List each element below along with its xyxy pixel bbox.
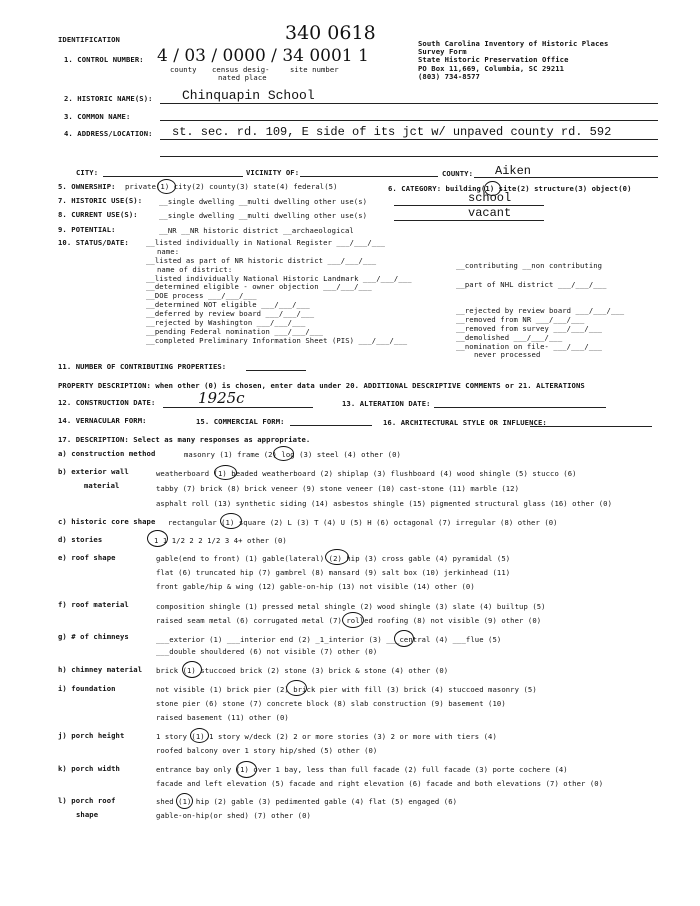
historic-use-label: 7. HISTORIC USE(S):: [58, 196, 143, 205]
row-options: rectangular (1) square (2) L (3) T (4) U (5) H (6) octagonal (7) irregular (8) other (0): [168, 518, 558, 527]
circle-mark: [182, 661, 202, 678]
circle-mark: [286, 680, 307, 696]
circle-mark: [220, 513, 242, 529]
historic-name-value: Chinquapin School: [182, 88, 315, 103]
potential-options: __NR __NR historic district __archaeological: [159, 226, 354, 235]
row-label: l) porch roof: [58, 796, 116, 805]
status-item: __demolished ___/___/___: [456, 332, 563, 342]
county-rule: [474, 177, 658, 178]
county-value: Aiken: [495, 164, 532, 178]
row-options: weatherboard (1) beaded weatherboard (2) shiplap (3) flushboard (4) wood shingle (5) stucco (6): [156, 469, 577, 478]
vernacular-form-label: 14. VERNACULAR FORM:: [58, 416, 147, 425]
current-use-label: 8. CURRENT USE(S):: [58, 210, 138, 219]
row-options: raised seam metal (6) corrugated metal (7) rolled roofing (8) not visible (9) other (0): [156, 616, 542, 625]
row-label: f) roof material: [58, 600, 129, 609]
row-options: brick (1) stuccoed brick (2) stone (3) brick & stone (4) other (0): [156, 666, 449, 675]
control-sub-census: census desig-: [212, 65, 270, 74]
circle-mark: [342, 612, 364, 628]
circle-mark: [214, 465, 237, 480]
architectural-style-label: 16. ARCHITECTURAL STYLE OR INFLUENCE:: [383, 418, 547, 427]
row-label: i) foundation: [58, 684, 116, 693]
row-options: tabby (7) brick (8) brick veneer (9) stone veneer (10) cast-stone (11) marble (12): [156, 484, 520, 493]
address-label: 4. ADDRESS/LOCATION:: [64, 129, 153, 138]
ownership-label: 5. OWNERSHIP:: [58, 182, 116, 191]
agency-line: (803) 734-8577: [418, 71, 480, 81]
row-options: ___exterior (1) ___interior end (2) _1_interior (3) ___central (4) ___flue (5): [156, 635, 502, 644]
row-options: entrance bay only (1) over 1 bay, less than full facade (2) full facade (3) porte cochere (4): [156, 765, 568, 774]
row-options: front gable/hip & wing (12) gable-on-hip (13) not visible (14) other (0): [156, 582, 475, 591]
circle-mark: [147, 530, 168, 547]
commercial-form-label: 15. COMMERCIAL FORM:: [196, 417, 285, 426]
row-options: not visible (1) brick pier (2) brick pier with fill (3) brick (4) stuccoed masonry (5): [156, 685, 537, 694]
control-sub-county: county: [170, 65, 197, 74]
property-description-note: PROPERTY DESCRIPTION: when other (0) is chosen, enter data under 20. ADDITIONAL DESCRIPTIVE COMMENTS or 21. ALTERATIONS: [58, 381, 585, 390]
row-options: ___double shouldered (6) not visible (7) other (0): [156, 647, 378, 656]
row-label: a) construction method: [58, 449, 156, 458]
row-options: 1 story (1) 1 story w/deck (2) 2 or more stories (3) 2 or more with tiers (4): [156, 732, 497, 741]
status-item: __determined eligible - owner objection ___/___/___: [146, 282, 372, 292]
agency-line: PO Box 11,669, Columbia, SC 29211: [418, 63, 565, 73]
row-label: c) historic core shape: [58, 517, 156, 526]
architectural-style-rule: [530, 426, 652, 427]
row-options: facade and left elevation (5) facade and right elevation (6) facade and both elevations (7) other (0): [156, 779, 604, 788]
row-options: gable-on-hip(or shed) (7) other (0): [156, 811, 311, 820]
status-item: __determined NOT eligible ___/___/___: [146, 300, 310, 310]
category-options: 6. CATEGORY: building(1) site(2) structure(3) object(0): [388, 184, 632, 193]
identification-heading: IDENTIFICATION: [58, 35, 120, 44]
agency-block: [418, 40, 608, 80]
status-item: __pending Federal nomination ___/___/___: [146, 326, 324, 336]
status-item: name:: [157, 246, 180, 256]
status-item: __rejected by Washington ___/___/___: [146, 318, 306, 328]
status-item: __removed from survey ___/___/___: [456, 323, 603, 333]
row-options: roofed balcony over 1 story hip/shed (5) other (0): [156, 746, 378, 755]
common-name-label: 3. COMMON NAME:: [64, 112, 131, 121]
circle-mark: [325, 549, 349, 565]
alteration-date-label: 13. ALTERATION DATE:: [342, 399, 431, 408]
circle-mark: [190, 728, 209, 743]
row-label: e) roof shape: [58, 553, 116, 562]
construction-date-value: 1925c: [198, 389, 245, 407]
contributing-rule: [246, 370, 306, 371]
row-options: gable(end to front) (1) gable(lateral) (2) hip (3) cross gable (4) pyramidal (5): [156, 554, 511, 563]
construction-date-rule: [163, 407, 313, 408]
vicinity-rule: [300, 176, 438, 177]
row-label: g) # of chimneys: [58, 632, 129, 641]
construction-date-label: 12. CONSTRUCTION DATE:: [58, 398, 156, 407]
commercial-form-rule: [290, 425, 372, 426]
status-contributing: __contributing __non contributing: [456, 261, 603, 270]
alteration-date-rule: [434, 407, 606, 408]
row-options: 1 1 1/2 2 2 1/2 3 4+ other (0): [154, 536, 287, 545]
control-sub-site: site number: [290, 65, 339, 74]
circle-mark: [236, 761, 257, 778]
row-label: h) chimney material: [58, 665, 143, 674]
row-options: flat (6) truncated hip (7) gambrel (8) mansard (9) salt box (10) jerkinhead (11): [156, 568, 511, 577]
historic-name-label: 2. HISTORIC NAME(S):: [64, 94, 153, 103]
agency-line: Survey Form: [418, 47, 467, 57]
city-rule: [103, 176, 243, 177]
row-options: masonry (1) frame (2) log (3) steel (4) other (0): [184, 450, 401, 459]
status-item: name of district:: [157, 264, 233, 274]
circle-mark: [157, 179, 176, 194]
common-name-rule: [160, 120, 658, 121]
description-label: 17. DESCRIPTION: Select as many responses as appropriate.: [58, 435, 311, 444]
row-label: k) porch width: [58, 764, 120, 773]
circle-mark: [273, 446, 294, 461]
potential-label: 9. POTENTIAL:: [58, 225, 116, 234]
status-item: __listed as part of NR historic district ___/___/___: [146, 255, 377, 265]
status-item: never processed: [474, 350, 541, 360]
status-item: __nomination on file- ___/___/___: [456, 341, 603, 351]
status-left-list: [146, 239, 412, 346]
status-item: __completed Preliminary Information Sheet (PIS) ___/___/___: [146, 335, 408, 345]
status-item: __listed individually National Historic Landmark ___/___/___: [146, 273, 412, 283]
control-number-value: 4 / 03 / 0000 / 34 0001 1: [157, 46, 369, 66]
current-use-rule: [394, 220, 544, 221]
contributing-label: 11. NUMBER OF CONTRIBUTING PROPERTIES:: [58, 362, 227, 371]
status-nhl: __part of NHL district ___/___/___: [456, 280, 607, 289]
row-label: b) exterior wall: [58, 467, 129, 476]
address-value: st. sec. rd. 109, E side of its jct w/ unpaved county rd. 592: [172, 125, 612, 139]
status-label: 10. STATUS/DATE:: [58, 238, 129, 247]
control-number-label: 1. CONTROL NUMBER:: [64, 55, 144, 64]
ownership-options: private(1) city(2) county(3) state(4) federal(5): [125, 182, 338, 191]
current-use-value: vacant: [468, 206, 512, 220]
row-options: stone pier (6) stone (7) concrete block (8) slab construction (9) basement (10): [156, 699, 506, 708]
city-label: CITY:: [76, 168, 99, 177]
status-right-list: [456, 307, 624, 360]
row-label: material: [84, 481, 120, 490]
address-rule-2: [160, 156, 658, 157]
circle-mark: [394, 630, 414, 647]
status-item: __listed individually in National Register ___/___/___: [146, 238, 386, 247]
agency-line: South Carolina Inventory of Historic Places: [418, 39, 609, 48]
historic-use-options: __single dwelling __multi dwelling other use(s): [159, 197, 368, 206]
address-rule: [160, 139, 658, 140]
row-options: asphalt roll (13) synthetic siding (14) asbestos shingle (15) pigmented structural glass (16) other (0): [156, 499, 613, 508]
row-options: raised basement (11) other (0): [156, 713, 289, 722]
county-label: COUNTY:: [442, 169, 473, 178]
current-use-options: __single dwelling __multi dwelling other use(s): [159, 211, 368, 220]
handwritten-site-number: 340 0618: [285, 22, 376, 44]
agency-line: State Historic Preservation Office: [418, 55, 569, 65]
control-sub-place: nated place: [218, 73, 267, 82]
circle-mark: [176, 793, 193, 809]
row-options: composition shingle (1) pressed metal shingle (2) wood shingle (3) slate (4) builtup (5): [156, 602, 546, 611]
row-options: shed (1) hip (2) gable (3) pedimented gable (4) flat (5) engaged (6): [156, 797, 458, 806]
vicinity-label: VICINITY OF:: [246, 168, 300, 177]
status-item: __removed from NR ___/___/___: [456, 314, 585, 324]
status-item: __rejected by review board ___/___/___: [456, 306, 625, 315]
row-label: d) stories: [58, 535, 103, 544]
row-label: shape: [76, 810, 99, 819]
status-item: __DOE process ___/___/___: [146, 291, 257, 301]
historic-name-rule: [160, 103, 658, 104]
historic-use-value: school: [468, 191, 512, 205]
row-label: j) porch height: [58, 731, 125, 740]
status-item: __deferred by review board ___/___/___: [146, 309, 315, 319]
